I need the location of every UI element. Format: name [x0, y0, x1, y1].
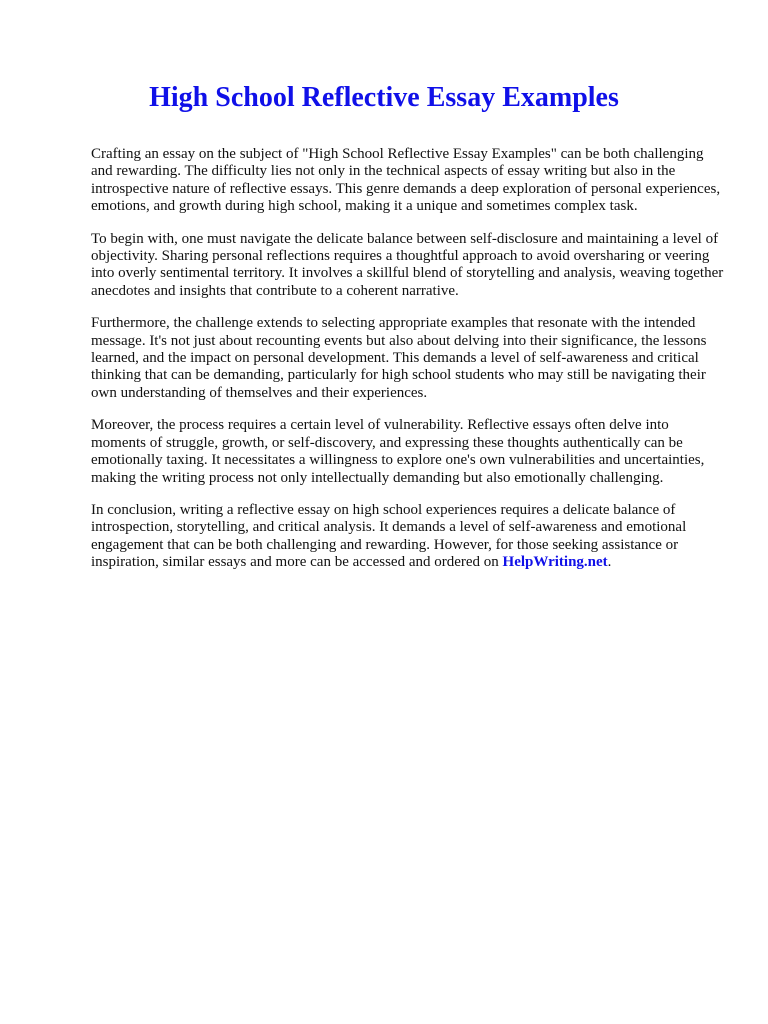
paragraph-1: Crafting an essay on the subject of "High School Reflective Essay Examples" can be both challenging and rewarding. The difficulty lies not only in the technical aspects of essay writing but also in the introspective nature of reflective essays. This genre demands a deep exploration of personal experiences, emotions, and growth during high school, making it a unique and sometimes complex task. [91, 146, 721, 215]
paragraph-3: Furthermore, the challenge extends to selecting appropriate examples that resonate with the intended message. It's not just about recounting events but also about delving into their significance, the lessons learned, and the impact on personal development. This demands a level of self-awareness and critical thinking that can be demanding, particularly for high school students who may still be navigating their own understanding of themselves and their experiences. [91, 315, 707, 401]
paragraph-conclusion [91, 502, 727, 572]
paragraph-4: Moreover, the process requires a certain level of vulnerability. Reflective essays often delve into moments of struggle, growth, or self-discovery, and expressing these thoughts authentically can be emotionally taxing. It necessitates a willingness to explore one's own vulnerabilities and uncertainties, making the writing process not only intellectually demanding but also emotionally challenging. [91, 417, 705, 486]
conclusion-text: In conclusion, writing a reflective essay on high school experiences requires a delicate balance of introspection, storytelling, and critical analysis. It demands a level of self-awareness and emotional engagement that can be both challenging and rewarding. However, for those seeking assistance or inspiration, similar essays and more can be accessed and ordered on [91, 501, 687, 571]
paragraph-2: To begin with, one must navigate the delicate balance between self-disclosure and maintaining a level of objectivity. Sharing personal reflections requires a thoughtful approach to avoid oversharing or veering into overly sentimental territory. It involves a skillful blend of storytelling and analysis, weaving together anecdotes and insights that contribute to a coherent narrative. [91, 230, 724, 299]
helpwriting-link[interactable]: HelpWriting.net [502, 554, 608, 571]
document-body [91, 146, 727, 587]
document-title: High School Reflective Essay Examples [149, 82, 619, 113]
conclusion-end: . [607, 554, 612, 571]
